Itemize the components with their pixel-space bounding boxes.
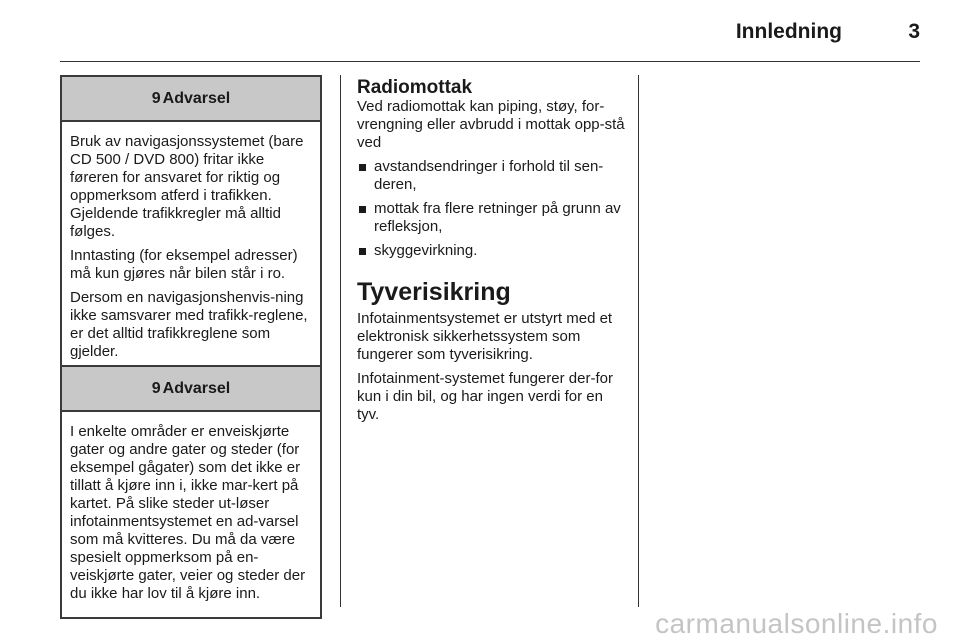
warning-box-header	[62, 77, 320, 122]
warning-triangle-icon: 9	[151, 379, 161, 397]
warning-paragraph: Dersom en navigasjonshenvis-ning ikke samsvarer med trafikk-reglene, er det alltid trafikkreglene som gjelder.	[70, 289, 308, 360]
warning-triangle-icon: 9	[151, 89, 161, 107]
warning-title: Advarsel	[162, 89, 231, 107]
watermark: carmanualsonline.info	[655, 608, 938, 639]
list-item-text: avstandsendringer i forhold til sen-deren,	[374, 158, 604, 193]
page-header-title: Innledning	[735, 20, 842, 43]
warning-body	[62, 122, 320, 375]
radio-intro: Ved radiomottak kan piping, støy, for-vrengning eller avbrudd i mottak opp-stå ved	[357, 98, 625, 151]
warning-paragraph: I enkelte områder er enveiskjørte gater og andre gater og steder (for eksempel gågater) som det ikke er tillatt å kjøre inn i, ikke mar-kert på kartet. På slike steder ut-løser infotainmentsystemet en ad-varsel som må kvitteres. Du må da være spesielt oppmerksom på en-veiskjørte gater, veier og steder der du ikke har lov til å kjøre inn.	[70, 423, 306, 602]
page-number: 3	[908, 20, 920, 43]
list-item	[357, 158, 625, 194]
bullet-square-icon	[359, 164, 366, 171]
warning-box-navigation	[60, 75, 322, 377]
warning-body	[62, 412, 320, 617]
bullet-square-icon	[359, 248, 366, 255]
section-heading-theft: Tyverisikring	[357, 278, 511, 306]
theft-paragraph: Infotainment-systemet fungerer der-for kun i din bil, og har ingen verdi for en tyv.	[357, 370, 613, 423]
column-divider-right	[638, 75, 639, 607]
column-divider-left	[340, 75, 341, 607]
list-item-text: skyggevirkning.	[374, 242, 478, 259]
list-item-text: mottak fra flere retninger på grunn av refleksjon,	[374, 200, 621, 235]
radio-bullet-list	[357, 158, 625, 260]
warning-paragraph: Inntasting (for eksempel adresser) må kun gjøres når bilen står i ro.	[70, 247, 298, 282]
warning-box-header	[62, 367, 320, 412]
middle-column	[357, 78, 625, 430]
warning-box-one-way-streets	[60, 365, 322, 619]
header-rule	[60, 61, 920, 62]
list-item	[357, 242, 625, 260]
warning-paragraph: Bruk av navigasjonssystemet (bare CD 500 / DVD 800) fritar ikke føreren for ansvaret for riktig og oppmerksom atferd i trafikken. Gjeldende trafikkregler må alltid følges.	[70, 133, 304, 240]
theft-paragraph: Infotainmentsystemet er utstyrt med et elektronisk sikkerhetssystem som fungerer som tyverisikring.	[357, 310, 613, 363]
list-item	[357, 200, 625, 236]
warning-title: Advarsel	[162, 379, 231, 397]
section-heading-radio: Radiomottak	[357, 77, 473, 98]
bullet-square-icon	[359, 206, 366, 213]
